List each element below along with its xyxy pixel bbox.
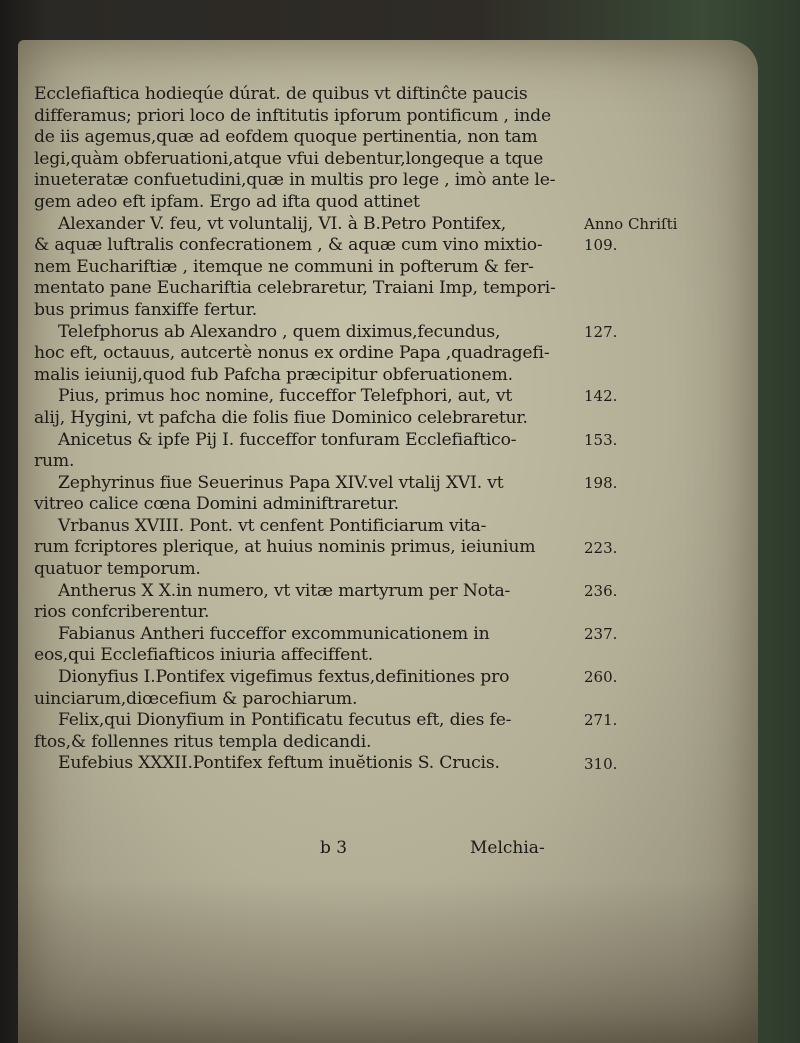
text-line: Felix,qui Dionyfium in Pontificatu fecutus eft, dies fe- bbox=[58, 710, 512, 731]
margin-year: 223. bbox=[584, 538, 618, 557]
text-line: bus primus fanxiffe fertur. bbox=[34, 299, 258, 320]
text-line: inueteratæ confuetudini,quæ in multis pro lege , imò ante le- bbox=[34, 170, 556, 191]
margin-year: 237. bbox=[584, 625, 618, 643]
page-shadow bbox=[18, 880, 758, 1043]
signature-mark: b 3 bbox=[320, 838, 348, 858]
text-line: Dionyfius I.Pontifex vigefimus fextus,definitiones pro bbox=[58, 667, 510, 688]
text-line: vitreo calice cœna Domini adminiftraretur. bbox=[34, 494, 399, 515]
text-line: Zephyrinus fiue Seuerinus Papa XIV.vel vtalij XVI. vt bbox=[58, 472, 504, 493]
margin-year: 198. bbox=[584, 473, 618, 492]
text-line: malis ieiunij,quod fub Pafcha præcipitur obferuationem. bbox=[34, 364, 513, 385]
text-line: Vrbanus XVIII. Pont. vt cenfent Pontificiarum vita- bbox=[58, 515, 487, 536]
text-line: rum fcriptores plerique, at huius nominis primus, ieiunium bbox=[34, 537, 536, 558]
margin-year: 142. bbox=[584, 387, 618, 406]
text-line: Anicetus & ipfe Pij I. fucceffor tonfuram Ecclefiaftico- bbox=[58, 429, 517, 450]
text-line: Telefphorus ab Alexandro , quem diximus,fecundus, bbox=[58, 321, 501, 342]
margin-year: 260. bbox=[584, 668, 618, 687]
text-line: & aquæ luftralis confecrationem , & aquæ cum vino mixtio- bbox=[34, 235, 543, 256]
margin-year: 236. bbox=[584, 581, 618, 600]
text-line: differamus; priori loco de inftitutis ipforum pontificum , inde bbox=[34, 105, 551, 126]
text-line: Eufebius XXXII.Pontifex feftum inuĕtionis S. Crucis. bbox=[58, 753, 500, 774]
text-line: quatuor temporum. bbox=[34, 559, 201, 580]
text-line: Alexander V. feu, vt voluntalij, VI. à B.Petro Pontifex, bbox=[58, 213, 506, 234]
text-line: Fabianus Antheri fucceffor excommunicationem in bbox=[58, 623, 490, 644]
margin-year: 127. bbox=[584, 322, 618, 341]
text-line: uinciarum,diœcefium & parochiarum. bbox=[34, 688, 358, 709]
margin-year: 109. bbox=[584, 236, 618, 255]
text-line: eos,qui Ecclefiafticos iniuria affeciffent. bbox=[34, 645, 373, 666]
text-line: rios confcriberentur. bbox=[34, 602, 210, 623]
text-line: nem Euchariftiæ , itemque ne communi in pofterum & fer- bbox=[34, 256, 534, 277]
text-line: Antherus X X.in numero, vt vitæ martyrum per Nota- bbox=[58, 580, 511, 601]
margin-year: 271. bbox=[584, 711, 618, 730]
text-line: alij, Hygini, vt pafcha die folis fiue Dominico celebraretur. bbox=[34, 407, 528, 428]
text-line: mentato pane Euchariftia celebraretur, Traiani Imp, tempori- bbox=[34, 278, 556, 299]
text-line: legi,quàm obferuationi,atque vfui debentur,longeque a tque bbox=[34, 148, 544, 169]
catchword: Melchia- bbox=[470, 838, 545, 858]
margin-year: 310. bbox=[584, 754, 618, 773]
margin-year: 153. bbox=[584, 430, 618, 449]
text-line: hoc eft, octauus, autcertè nonus ex ordine Papa ,quadragefi- bbox=[34, 343, 550, 364]
text-line: ftos,& follennes ritus templa dedicandi. bbox=[34, 731, 372, 752]
text-line: Pius, primus hoc nomine, fucceffor Telefphori, aut, vt bbox=[58, 386, 513, 407]
main-text-column bbox=[34, 84, 580, 775]
text-line: Ecclefiaftica hodieqúe dúrat. de quibus vt diftinĉte paucis bbox=[34, 84, 528, 104]
text-line: rum. bbox=[34, 451, 75, 472]
text-line: gem adeo eft ipfam. Ergo ad ifta quod attinet bbox=[34, 191, 420, 212]
margin-anno-label: Anno Chriſti bbox=[584, 214, 678, 233]
text-line: de iis agemus,quæ ad eofdem quoque pertinentia, non tam bbox=[34, 127, 538, 148]
